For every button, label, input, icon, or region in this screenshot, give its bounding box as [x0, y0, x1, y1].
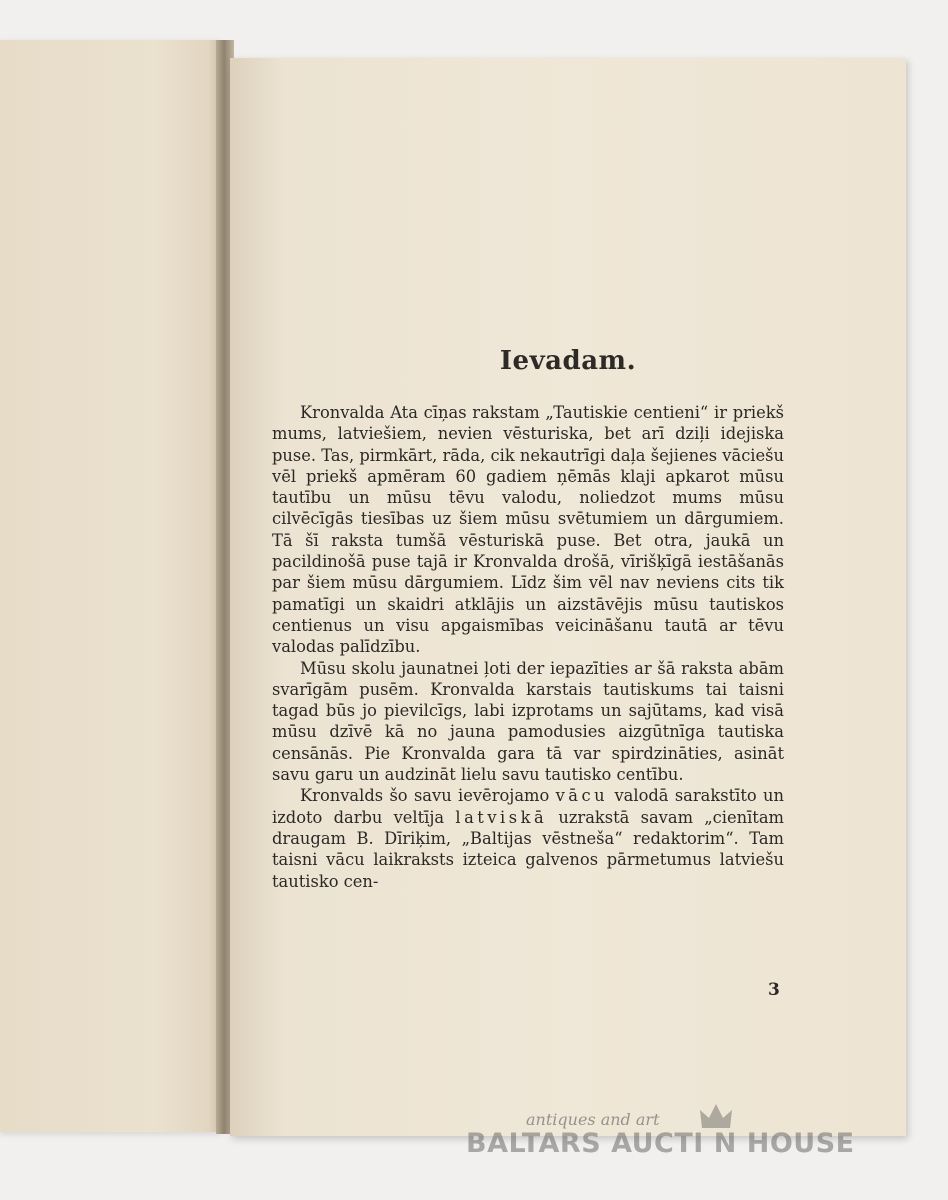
paragraph-3-text-c: uzrakstā savam „cienītam draugam B. Dīriķim, „Baltijas vēstneša“ redaktorim“. Tam taisni vācu laikraksts izteica galvenos pārmetumus latviešu tautisko cen- [272, 807, 784, 891]
page-title: Ievadam. [499, 346, 637, 376]
paragraph-3-text-a: Kronvalds šo savu ievērojamo [300, 786, 556, 806]
left-page [0, 40, 222, 1132]
paragraph-3 [272, 785, 784, 891]
paragraph-2-text: Mūsu skolu jaunatnei ļoti der iepazīties ar šā raksta abām svarīgām pusēm. Kronvalda karstais tautiskums tai taisni tagad būs jo pievilcīgs, labi izprotams un sajūtams, kad visā mūsu dzīvē kā no jauna pamodusies aizgūtnīga tautiska censānās. Pie Kronvalda gara tā var spirdzināties, asināt savu garu un audzināt lielu savu tautisko centību. [272, 658, 784, 785]
watermark-name: BALTARS AUCTI N HOUSE [466, 1128, 855, 1159]
paragraph-2 [272, 658, 784, 786]
spaced-word-vacu: vācu [555, 786, 609, 806]
watermark-tagline: antiques and art [526, 1110, 660, 1129]
page-number: 3 [768, 980, 780, 1000]
body-text [272, 402, 784, 892]
watermark [466, 1110, 866, 1170]
paragraph-3-text-b: valodā sarakstīto un izdoto darbu veltīja [272, 786, 784, 827]
paragraph-1 [272, 402, 784, 658]
paragraph-1-text: Kronvalda Ata cīņas rakstam „Tautiskie centieni“ ir priekš mums, latviešiem, nevien vēsturiska, bet arī dziļi idejiska puse. Tas, pirmkārt, rāda, cik nekautrīgi daļa šejienes vāciešu vēl priekš apmēram 60 gadiem ņēmās klaji apkarot mūsu tautību un mūsu tēvu valodu, noliedzot mums mūsu cilvēcīgās tiesības uz šiem mūsu svētumiem un dārgumiem. Tā šī raksta tumšā vēsturiskā puse. Bet otra, jaukā un pacildinošā puse tajā ir Kronvalda drošā, vīrišķīgā iestāšanās par šiem mūsu dārgumiem. Līdz šim vēl nav neviens cits tik pamatīgi un skaidri atklājis un aizstāvējis mūsu tautiskos centienus un visu apgaismības veicināšanu tautā ar tēvu valodas palīdzību. [272, 403, 784, 657]
spaced-word-latviska: latviskā [455, 807, 548, 827]
